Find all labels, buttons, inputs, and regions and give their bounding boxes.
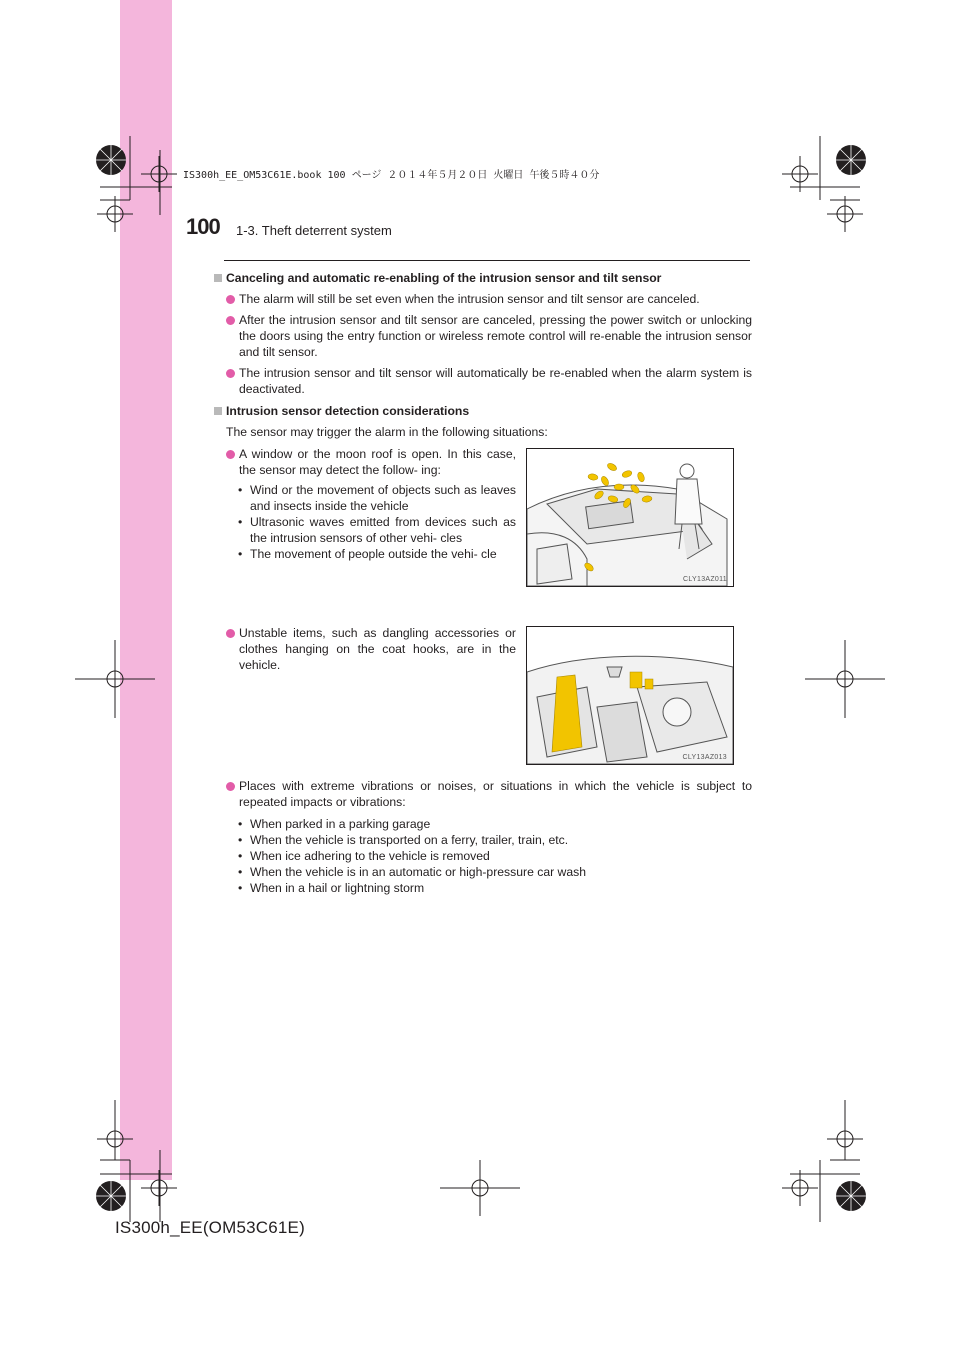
dangling-accessory-icon xyxy=(630,672,642,688)
square-bullet-icon xyxy=(214,274,222,282)
footer-model-code: IS300h_EE(OM53C61E) xyxy=(115,1218,305,1237)
circle-bullet-icon xyxy=(226,782,235,791)
circle-bullet-icon xyxy=(226,450,235,459)
list-item: The intrusion sensor and tilt sensor will automatically be re-enabled when the alarm system is deactivated. xyxy=(226,365,752,397)
sub-item: • When the vehicle is in an automatic or high-pressure car wash xyxy=(238,865,586,879)
list-item: Places with extreme vibrations or noises, or situations in which the vehicle is subject to repeated impacts or vibrations: xyxy=(226,778,752,810)
list-item: The alarm will still be set even when the intrusion sensor and tilt sensor are canceled. xyxy=(226,291,752,307)
section-heading: Canceling and automatic re-enabling of the intrusion sensor and tilt sensor xyxy=(214,270,752,286)
sub-item: • When parked in a parking garage xyxy=(238,817,431,831)
item-window-open xyxy=(226,446,516,562)
section-intrusion xyxy=(214,403,752,440)
sub-item: • Ultrasonic waves emitted from devices such as the intrusion sensors of other vehi- cles xyxy=(238,515,516,545)
figure-moon-roof xyxy=(526,448,734,587)
list-item: After the intrusion sensor and tilt sensor are canceled, pressing the power switch or unlocking the doors using the entry function or wireless remote control will re-enable the intrusion sensor and tilt sensor. xyxy=(226,312,752,360)
circle-bullet-icon xyxy=(226,316,235,325)
section-intro: The sensor may trigger the alarm in the following situations: xyxy=(226,425,548,439)
list-item: A window or the moon roof is open. In this case, the sensor may detect the follow- ing: xyxy=(226,446,516,478)
print-header: IS300h_EE_OM53C61E.book 100 ページ ２０１４年５月２０日 火曜日 午後５時４０分 xyxy=(183,170,600,181)
section-canceling xyxy=(214,270,752,397)
circle-bullet-icon xyxy=(226,369,235,378)
item-vibrations xyxy=(226,778,752,896)
item-unstable xyxy=(226,625,516,673)
sub-item: • When the vehicle is transported on a ferry, trailer, train, etc. xyxy=(238,833,569,847)
sub-item: • When in a hail or lightning storm xyxy=(238,881,425,895)
header-rule xyxy=(224,260,750,261)
page-number: 100 xyxy=(186,214,220,239)
sub-item: • When ice adhering to the vehicle is removed xyxy=(238,849,490,863)
section-heading: Intrusion sensor detection considerations xyxy=(214,403,752,419)
car-moon-roof-illustration xyxy=(527,449,733,586)
square-bullet-icon xyxy=(214,407,222,415)
car-interior-illustration xyxy=(527,627,733,764)
circle-bullet-icon xyxy=(226,629,235,638)
list-item: Unstable items, such as dangling accessories or clothes hanging on the coat hooks, are in the vehicle. xyxy=(226,625,516,673)
sub-item: • Wind or the movement of objects such as leaves and insects inside the vehicle xyxy=(238,483,516,513)
circle-bullet-icon xyxy=(226,295,235,304)
figure-interior xyxy=(526,626,734,765)
section-title: 1-3. Theft deterrent system xyxy=(236,223,392,238)
sub-item: • The movement of people outside the vehi- cle xyxy=(238,547,497,561)
figure-code: CLY13AZ011 xyxy=(683,576,727,583)
figure-code: CLY13AZ013 xyxy=(682,754,727,761)
